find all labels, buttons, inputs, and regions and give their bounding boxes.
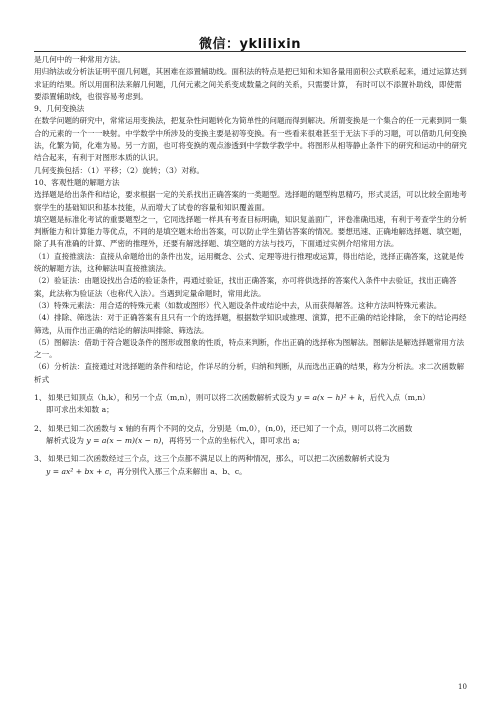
item-text: 即可求出未知数 a； [46,405,114,415]
list-item-line2 [34,466,468,478]
page-header: 微信：yklilixin [198,37,302,52]
item-text: 解析式设为 [46,435,84,445]
paragraph: （3）特殊元素法：用合适的特殊元素（如数或图形）代入题设条件或结论中去，从而获得解答。这种方法叫特殊元素法。 [34,300,442,310]
header-rule [34,51,466,52]
section-heading: 10、客观性题的解题方法 [34,177,120,187]
paragraph: （2）验证法：由题设找出合适的验证条件，再通过验证，找出正确答案，亦可将供选择的答案代入条件中去验证，找出正确答案，此法称为验证法（也称代入法）。当遇到定量命题时，常用此法。 [34,276,457,298]
section-heading: 9、几何变换法 [34,104,85,114]
item-text: 如果已知二次函数经过三个点，这三个点都不满足以上的两种情况，那么，可以把二次函数解析式设为 [48,454,390,464]
item-text: 如果已知顶点（h,k），和另一个点（m,n），则可以将二次函数解析式设为 [48,393,295,403]
paragraph: （1）直接推演法：直接从命题给出的条件出发，运用概念、公式、定理等进行推理或运算，得出结论，选择正确答案，这就是传统的解题方法，这种解法叫直接推演法。 [34,251,465,274]
item-number: 2、 [34,423,47,433]
list-item [34,453,468,465]
item-number: 1、 [34,393,47,403]
paragraph: 用归纳法或分析法证明平面几何题，其困难在添置辅助线。面积法的特点是把已知和未知各量用面积公式联系起来，通过运算达到求证的结果。所以用面积法来解几何题，几何元素之间关系变成数量之间的关系，只需要计算， 有时可以不添置补助线，即使需要添置辅助线，也很容易考虑到。 [34,67,467,101]
item-number: 3、 [34,454,47,464]
document-body [34,54,468,478]
page-number: 10 [458,683,467,691]
item-text: ，再分别代入那三个点来解出 a、b、c。 [109,466,247,476]
paragraph: （6）分析法：直接通过对选择题的条件和结论，作详尽的分析，归纳和判断，从而选出正确的结果，称为分析法。求二次函数解析式 [34,362,465,384]
list-item [34,423,468,435]
paragraph: （5）图解法：借助于符合题设条件的图形或图象的性质，特点来判断，作出正确的选择称为图解法。图解法是解选择题常用方法之一。 [34,337,465,360]
formula: y = a(x − h)² + k [297,393,363,403]
item-text: ，后代入点（m,n） [362,393,430,403]
list-item [34,392,468,404]
paragraph: 在数学问题的研究中，常常运用变换法，把复杂性问题转化为简单性的问题而得到解决。所谓变换是一个集合的任一元素到同一集合的元素的一个一一映射。中学数学中所涉及的变换主要是初等变换。有一些看来很难甚至于无法下手的习题，可以借助几何变换法，化繁为简，化难为易。另一方面，也可将变换的观点渗透到中学数学教学中。将图形从相等静止条件下的研究和运动中的研究结合起来，有利于对图形本质的认识。 [34,116,467,163]
paragraph: 几何变换包括：（1）平移；（2）旋转；（3）对称。 [34,165,205,175]
paragraph: （4）排除、筛选法：对于正确答案有且只有一个的选择题，根据数学知识或推理、演算，把不正确的结论排除， 余下的结论再经筛选，从而作出正确的结论的解法叫排除、筛选法。 [34,313,467,335]
formula: y = a(x − m)(x − n) [86,435,162,445]
paragraph: 填空题是标准化考试的重要题型之一，它同选择题一样具有考查目标明确，知识复盖面广，评卷准确迅速，有利于考查学生的分析判断能力和计算能力等优点，不同的是填空题未给出答案，可以防止学生猜估答案的情况。要想迅速、正确地解选择题、填空题，除了具有准确的计算、严密的推理外，还要有解选择题、填空题的方法与技巧，下面通过实例介绍常用方法。 [34,214,467,249]
paragraph: 选择题是给出条件和结论，要求根据一定的关系找出正确答案的一类题型。选择题的题型构思精巧，形式灵活，可以比较全面地考察学生的基础知识和基本技能，从而增大了试卷的容量和知识覆盖面。 [34,190,467,212]
formula: y = ax² + bx + c [46,466,110,476]
list-item-line2 [34,435,468,447]
paragraph: 是几何中的一种常用方法。 [34,55,126,64]
item-text: 如果已知二次函数与 x 轴的有两个不同的交点，分别是（m,0），(n,0)，还已知了一个点，则可以将二次函数 [48,423,413,433]
item-text: ，再将另一个点的坐标代入，即可求出 a; [161,435,300,445]
